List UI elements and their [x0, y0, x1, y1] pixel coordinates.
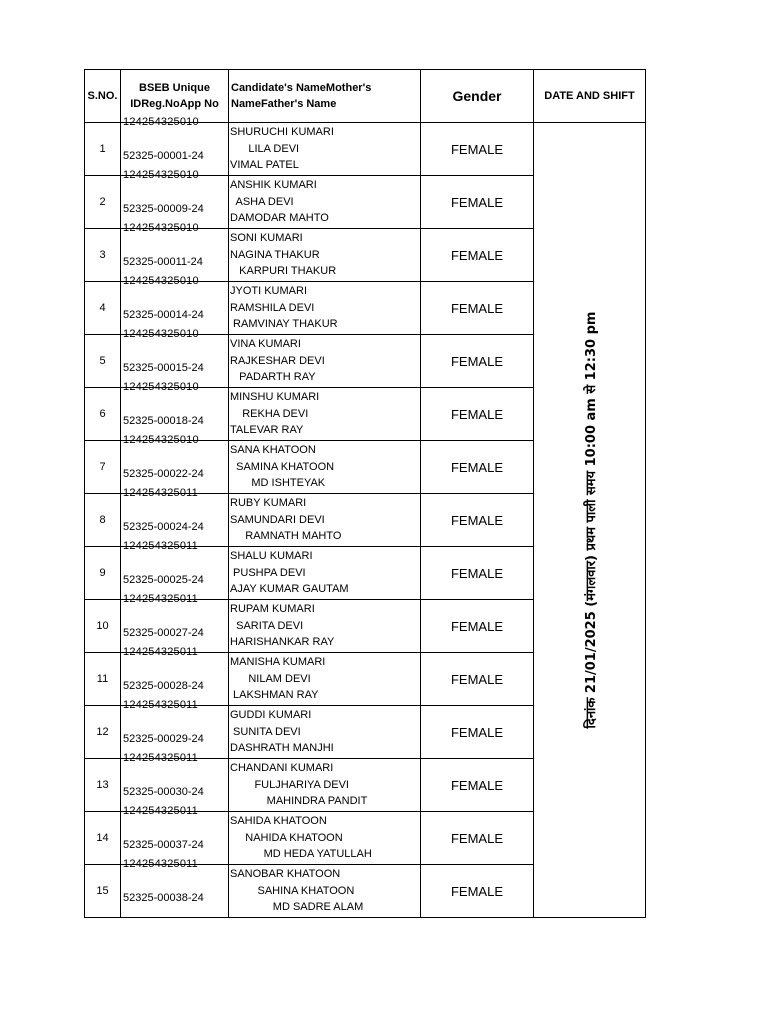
candidate-names-cell — [229, 759, 421, 812]
mother-name: ASHA DEVI — [230, 195, 294, 208]
app-number: 52325-00028-24 — [123, 680, 204, 692]
app-number: 52325-00025-24 — [123, 574, 204, 586]
app-number: 52325-00030-24 — [123, 786, 204, 798]
gender-value: FEMALE — [421, 547, 534, 600]
bseb-unique-id: 124254325010 — [123, 328, 199, 340]
gender-value: FEMALE — [421, 759, 534, 812]
father-name: MD ISHTEYAK — [230, 477, 326, 489]
bseb-unique-id: 124254325011 — [123, 805, 198, 817]
serial-number: 11 — [85, 653, 121, 706]
gender-value: FEMALE — [421, 706, 534, 759]
serial-number: 6 — [85, 388, 121, 441]
gender-value: FEMALE — [421, 388, 534, 441]
mother-name: NILAM DEVI — [230, 672, 311, 685]
father-name: PADARTH RAY — [230, 371, 316, 383]
header-name-line2: NameFather's Name — [231, 98, 337, 110]
bseb-unique-id: 124254325010 — [123, 381, 199, 393]
candidate-name: JYOTI KUMARI — [230, 285, 308, 297]
candidate-names-cell — [229, 494, 421, 547]
candidate-name: RUBY KUMARI — [230, 497, 307, 509]
serial-number: 7 — [85, 441, 121, 494]
bseb-unique-id: 124254325010 — [123, 434, 199, 446]
app-number: 52325-00022-24 — [123, 468, 204, 480]
gender-value: FEMALE — [421, 653, 534, 706]
candidate-names-cell — [229, 176, 421, 229]
candidate-names-cell — [229, 812, 421, 865]
serial-number: 1 — [85, 123, 121, 176]
bseb-id-cell — [121, 328, 229, 388]
app-number: 52325-00018-24 — [123, 415, 204, 427]
exam-date-shift-text: दिनांक 21/01/2025 (मंगलवार) प्रथम पाली समय 10:00 am से 12:30 pm — [583, 311, 599, 729]
gender-value: FEMALE — [421, 123, 534, 176]
header-gender: Gender — [421, 70, 534, 123]
gender-value: FEMALE — [421, 441, 534, 494]
mother-name: SARITA DEVI — [230, 619, 304, 632]
bseb-id-cell — [121, 222, 229, 282]
table-row — [85, 123, 646, 176]
gender-value: FEMALE — [421, 229, 534, 282]
gender-value: FEMALE — [421, 282, 534, 335]
mother-name: SUNITA DEVI — [230, 725, 301, 738]
candidate-name: RUPAM KUMARI — [230, 603, 315, 615]
candidate-name: SHURUCHI KUMARI — [230, 126, 334, 138]
header-bseb-id-line1: BSEB Unique — [139, 82, 210, 94]
header-bseb-id-line2: IDReg.NoApp No — [130, 98, 219, 110]
mother-name: RAMSHILA DEVI — [230, 301, 315, 314]
candidate-name: SANOBAR KHATOON — [230, 868, 341, 880]
serial-number: 14 — [85, 812, 121, 865]
candidate-names-cell — [229, 865, 421, 918]
candidate-name: SANA KHATOON — [230, 444, 316, 456]
father-name: LAKSHMAN RAY — [230, 689, 319, 701]
father-name: HARISHANKAR RAY — [230, 636, 335, 648]
bseb-id-cell — [121, 275, 229, 335]
father-name: MD HEDA YATULLAH — [230, 848, 372, 860]
bseb-id-cell — [121, 752, 229, 812]
bseb-unique-id: 124254325011 — [123, 540, 198, 552]
bseb-id-cell — [121, 805, 229, 865]
bseb-id-cell — [121, 169, 229, 229]
serial-number: 13 — [85, 759, 121, 812]
mother-name: RAJKESHAR DEVI — [230, 354, 325, 367]
mother-name: NAGINA THAKUR — [230, 248, 320, 261]
gender-value: FEMALE — [421, 176, 534, 229]
bseb-id-cell — [121, 381, 229, 441]
gender-value: FEMALE — [421, 600, 534, 653]
table-body — [85, 116, 646, 918]
bseb-unique-id: 124254325011 — [123, 487, 198, 499]
mother-name: LILA DEVI — [230, 142, 300, 155]
app-number: 52325-00015-24 — [123, 362, 204, 374]
bseb-id-cell — [121, 646, 229, 706]
father-name: DASHRATH MANJHI — [230, 742, 334, 754]
candidate-names-cell — [229, 600, 421, 653]
candidate-names-cell — [229, 653, 421, 706]
header-row — [85, 70, 646, 123]
candidate-names-cell — [229, 547, 421, 600]
app-number: 52325-00037-24 — [123, 839, 204, 851]
mother-name: SAMUNDARI DEVI — [230, 513, 325, 526]
candidate-name: CHANDANI KUMARI — [230, 762, 334, 774]
app-number: 52325-00011-24 — [123, 256, 203, 268]
app-number: 52325-00014-24 — [123, 309, 204, 321]
header-date-shift: DATE AND SHIFT — [534, 70, 646, 123]
candidate-name: SAHIDA KHATOON — [230, 815, 327, 827]
header-candidate-name — [229, 70, 421, 123]
bseb-id-cell — [121, 593, 229, 653]
mother-name: PUSHPA DEVI — [230, 566, 306, 579]
serial-number: 8 — [85, 494, 121, 547]
bseb-unique-id: 124254325010 — [123, 116, 199, 128]
bseb-id-cell — [121, 487, 229, 547]
bseb-unique-id: 124254325011 — [123, 752, 198, 764]
candidate-name: VINA KUMARI — [230, 338, 301, 350]
bseb-unique-id: 124254325010 — [123, 275, 199, 287]
serial-number: 10 — [85, 600, 121, 653]
bseb-unique-id: 124254325011 — [123, 646, 198, 658]
candidate-names-cell — [229, 706, 421, 759]
header-bseb-id — [121, 70, 229, 123]
candidate-name: ANSHIK KUMARI — [230, 179, 317, 191]
app-number: 52325-00024-24 — [123, 521, 204, 533]
candidate-names-cell — [229, 282, 421, 335]
serial-number: 12 — [85, 706, 121, 759]
app-number: 52325-00009-24 — [123, 203, 204, 215]
gender-value: FEMALE — [421, 494, 534, 547]
mother-name: NAHIDA KHATOON — [230, 831, 343, 844]
serial-number: 15 — [85, 865, 121, 918]
father-name: RAMVINAY THAKUR — [230, 318, 338, 330]
header-name-line1: Candidate's NameMother's — [231, 82, 372, 94]
bseb-id-cell — [121, 540, 229, 600]
bseb-id-cell — [121, 699, 229, 759]
mother-name: REKHA DEVI — [230, 407, 309, 420]
father-name: RAMNATH MAHTO — [230, 530, 342, 542]
gender-value: FEMALE — [421, 812, 534, 865]
candidate-names-cell — [229, 229, 421, 282]
candidate-name: GUDDI KUMARI — [230, 709, 312, 721]
bseb-unique-id: 124254325010 — [123, 222, 199, 234]
app-number: 52325-00029-24 — [123, 733, 204, 745]
mother-name: SAMINA KHATOON — [230, 460, 335, 473]
bseb-unique-id: 124254325011 — [123, 699, 198, 711]
app-number: 52325-00027-24 — [123, 627, 204, 639]
candidate-name: SONI KUMARI — [230, 232, 303, 244]
mother-name: SAHINA KHATOON — [230, 884, 355, 897]
father-name: DAMODAR MAHTO — [230, 212, 329, 224]
bseb-unique-id: 124254325011 — [123, 593, 198, 605]
candidate-name: SHALU KUMARI — [230, 550, 313, 562]
serial-number: 3 — [85, 229, 121, 282]
father-name: TALEVAR RAY — [230, 424, 304, 436]
candidate-table — [84, 69, 646, 918]
candidate-names-cell — [229, 388, 421, 441]
bseb-id-cell — [121, 116, 229, 176]
bseb-unique-id: 124254325011 — [123, 858, 198, 870]
bseb-unique-id: 124254325010 — [123, 169, 199, 181]
candidate-names-cell — [229, 441, 421, 494]
candidate-names-cell — [229, 123, 421, 176]
mother-name: FULJHARIYA DEVI — [230, 778, 349, 791]
candidate-names-cell — [229, 335, 421, 388]
father-name: MD SADRE ALAM — [230, 901, 364, 913]
serial-number: 4 — [85, 282, 121, 335]
candidate-name: MANISHA KUMARI — [230, 656, 326, 668]
gender-value: FEMALE — [421, 865, 534, 918]
serial-number: 2 — [85, 176, 121, 229]
date-shift-cell — [534, 123, 646, 918]
serial-number: 5 — [85, 335, 121, 388]
father-name: AJAY KUMAR GAUTAM — [230, 583, 349, 595]
gender-value: FEMALE — [421, 335, 534, 388]
bseb-id-cell — [121, 858, 229, 918]
father-name: KARPURI THAKUR — [230, 265, 337, 277]
serial-number: 9 — [85, 547, 121, 600]
candidate-name: MINSHU KUMARI — [230, 391, 320, 403]
bseb-id-cell — [121, 434, 229, 494]
father-name: MAHINDRA PANDIT — [230, 795, 368, 807]
father-name: VIMAL PATEL — [230, 159, 299, 171]
header-sno: S.NO. — [85, 70, 121, 123]
app-number: 52325-00001-24 — [123, 150, 204, 162]
app-number: 52325-00038-24 — [123, 892, 204, 904]
